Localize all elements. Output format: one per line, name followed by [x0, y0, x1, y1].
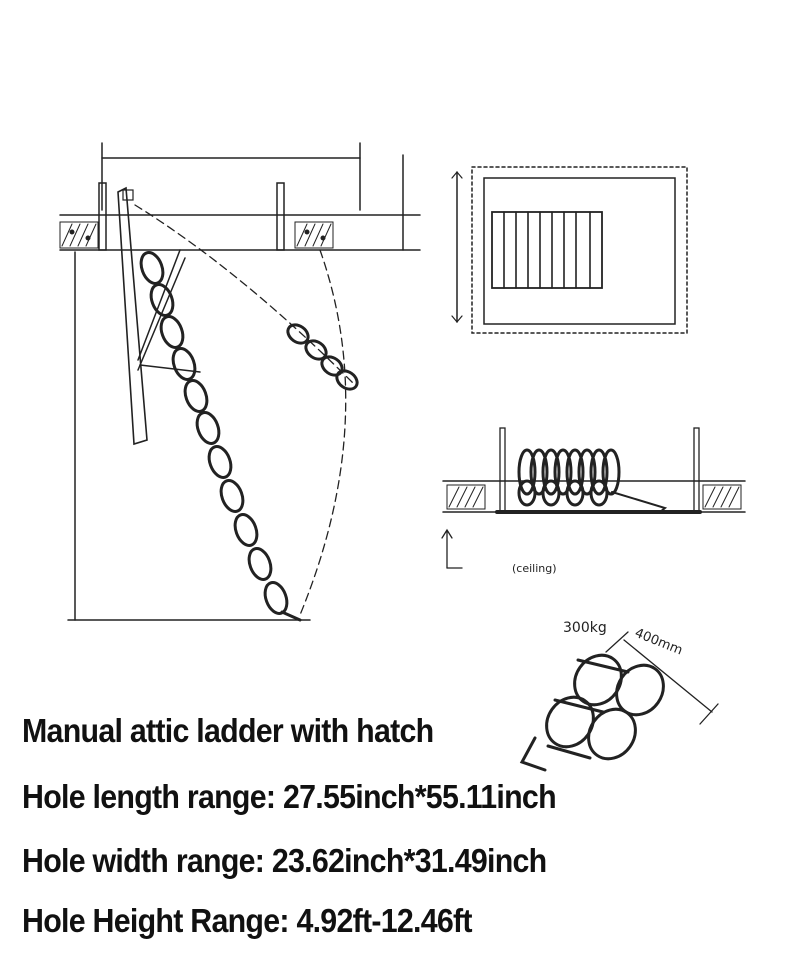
step-detail-view: [522, 620, 718, 770]
ladder-chain-folding: [284, 321, 360, 393]
slab-hatch-left: [60, 222, 98, 248]
folded-section-view: [442, 428, 745, 575]
step-detail-chain: [522, 646, 673, 770]
spec-hole-height: Hole Height Range: 4.92ft-12.46ft: [22, 902, 472, 939]
ladder-chain-deployed: [137, 250, 300, 620]
folded-ladder-coil: [519, 450, 619, 505]
spec-hole-width: Hole width range: 23.62inch*31.49inch: [22, 842, 547, 879]
slab-hatch-right: [295, 222, 333, 248]
ceiling-label: (ceiling): [512, 562, 557, 575]
spec-title: Manual attic ladder with hatch: [22, 712, 434, 749]
side-rail: [118, 188, 147, 444]
folded-ladder-plan: [492, 212, 602, 288]
load-capacity-label: 300kg: [563, 620, 607, 636]
step-width-label: 400mm: [632, 625, 685, 659]
hatch-frame: [484, 178, 675, 324]
hatch-plan-view: [452, 167, 687, 333]
side-elevation-view: [60, 143, 420, 620]
spec-hole-length: Hole length range: 27.55inch*55.11inch: [22, 778, 556, 815]
